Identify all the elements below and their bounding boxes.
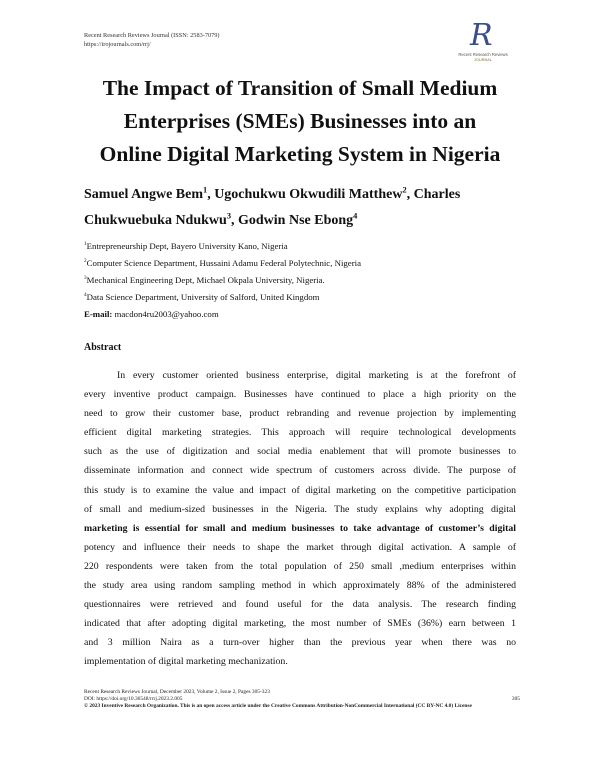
email-label: E-mail: [84, 309, 113, 319]
author-name: Godwin Nse Ebong [238, 213, 354, 228]
abstract-line: efficient digital marketing strategies. This approach will require technological developments [84, 427, 516, 439]
abstract-line: In every customer oriented business enterprise, digital marketing is at the forefront of [117, 370, 516, 381]
abstract-line: questionnaires were retrieved and found useful for the data analysis. The research finding [84, 599, 516, 611]
abstract-line: every inventive product campaign. Businesses have continued to place a high priority on the [84, 389, 516, 401]
page-footer [84, 689, 520, 711]
author-name: Ugochukwu Okwudili Matthew [214, 187, 403, 202]
logo-line2: JOURNAL [474, 58, 492, 62]
email-address[interactable]: macdon4ru2003@yahoo.com [114, 309, 219, 319]
title-line: Enterprises (SMEs) Businesses into an [123, 109, 477, 133]
footer-citation: Recent Research Reviews Journal, December 2023, Volume 2, Issue 2, Pages 305-323 [84, 689, 270, 695]
abstract-line: indicated that after adopting digital marketing, the most number of SMEs (36%) earn between 1 [84, 618, 516, 630]
abstract-line: and 3 million Naira as a turn-over higher than the previous year when there was no [84, 637, 516, 649]
title-line: Online Digital Marketing System in Nigeria [99, 142, 501, 166]
author-sup: 2 [402, 185, 407, 195]
abstract-line: marketing is essential for small and medium businesses to take advantage of customer’s digital [84, 522, 516, 534]
abstract-heading: Abstract [84, 342, 122, 353]
abstract-line: such as the use of digitization and social media enablement that will promote businesses to [84, 446, 516, 458]
author-name-part: Chukwuebuka Ndukwu [84, 213, 227, 228]
logo-line1: Recent Research Reviews [458, 52, 508, 57]
abstract-line: disseminate information and connect wide spectrum of customers across divide. The purpose of [84, 465, 516, 477]
footer-license: © 2023 Inventive Research Organization. This is an open access article under the Creative Commons Attribution-NonCommercial International (CC BY-NC 4.0) License [84, 703, 472, 710]
journal-name: Recent Research Reviews Journal (ISSN: 2583-7079) [84, 32, 220, 39]
abstract-line: the study area using random sampling method in which approximately 88% of the administered [84, 580, 516, 592]
title-line: The Impact of Transition of Small Medium [102, 76, 498, 100]
affiliation: $^4$Data Science Department, University of Salford, United Kingdom [84, 292, 320, 302]
abstract-line: 220 respondents were taken from the total population of 250 small ,medium enterprises within [84, 560, 516, 572]
affiliation: $^3$Mechanical Engineering Dept, Michael Okpala University, Nigeria. [84, 275, 325, 285]
email-line [84, 306, 361, 323]
author-list: Samuel Angwe Bem$^1$, Ugochukwu Okwudili Matthew$^2$, Charles Chukwuebuka Ndukwu$^3$, Godwin Nse Ebong$^4$ [84, 185, 461, 228]
abstract-body [84, 366, 516, 672]
author-name-part: Charles [413, 187, 461, 202]
abstract-line: implementation of digital marketing mechanization. [84, 656, 288, 668]
author-sup: 3 [226, 211, 231, 221]
affiliation: $^1$Entrepreneurship Dept, Bayero University Kano, Nigeria [84, 241, 288, 251]
abstract-line: need to grow their customer base, product rebranding and revenue projection by implementing [84, 408, 516, 420]
affiliations [84, 238, 361, 323]
journal-logo [452, 18, 514, 68]
paper-title [60, 72, 540, 171]
affiliation: $^2$Computer Science Department, Hussaini Adamu Federal Polytechnic, Nigeria [84, 258, 361, 268]
author-sup: 1 [203, 185, 208, 195]
abstract-line: this study is to examine the value and impact of digital marketing on the competitive participation [84, 484, 516, 496]
author-name: Samuel Angwe Bem [84, 187, 203, 202]
footer-doi[interactable]: DOI: https://doi.org/10.36548/rrrj.2023.2.005 [84, 696, 183, 703]
abstract-line: of small and medium-sized businesses in the Nigeria. The study explains why adopting digital [84, 503, 516, 515]
abstract-line: potency and influence their needs to shape the market through digital activation. A sample of [84, 541, 516, 553]
page-number: 305 [511, 696, 520, 703]
logo-letter: R [470, 18, 493, 53]
author-sup: 4 [353, 211, 358, 221]
journal-url[interactable]: https://irojournals.com/rrj/ [84, 40, 151, 48]
journal-header [84, 32, 220, 49]
